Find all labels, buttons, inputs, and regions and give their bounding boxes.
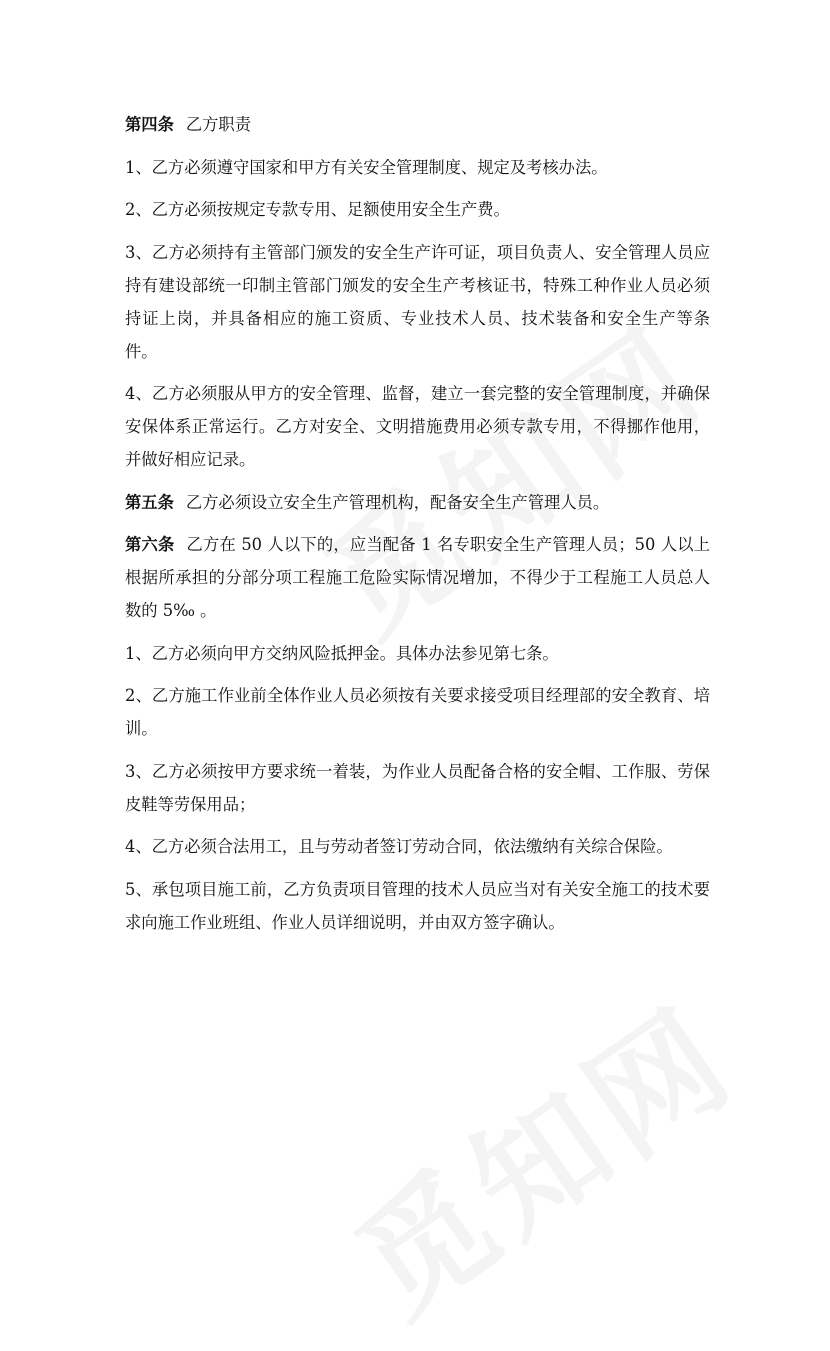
- clause-paragraph: 5、承包项目施工前，乙方负责项目管理的技术人员应当对有关安全施工的技术要求向施工作业班组、作业人员详细说明，并由双方签字确认。: [125, 879, 710, 932]
- clause-paragraph: 2、乙方必须按规定专款专用、足额使用安全生产费。: [125, 200, 510, 219]
- article-4-heading: [125, 108, 710, 141]
- article-text: 乙方必须设立安全生产管理机构，配备安全生产管理人员。: [185, 492, 610, 512]
- article-text: 乙方在 50 人以下的，应当配备 1 名专职安全生产管理人员；50 人以上根据所承担的分部分项工程施工危险实际情况增加，不得少于工程施工人员总人数的 5‰ 。: [125, 535, 710, 620]
- article-title: 乙方职责: [185, 115, 251, 134]
- article-number: 第四条: [125, 115, 174, 134]
- document-body: [125, 108, 710, 948]
- clause-paragraph: 3、乙方必须按甲方要求统一着装，为作业人员配备合格的安全帽、工作服、劳保皮鞋等劳保用品；: [125, 761, 710, 814]
- article-6: [125, 528, 710, 627]
- clause-paragraph: 3、乙方必须持有主管部门颁发的安全生产许可证，项目负责人、安全管理人员应持有建设部统一印制主管部门颁发的安全生产考核证书，特殊工种作业人员必须持证上岗，并具备相应的施工资质、专业技术人员、技术装备和安全生产等条件。: [125, 242, 710, 361]
- article-5: [125, 486, 710, 519]
- clause-paragraph: 1、乙方必须向甲方交纳风险抵押金。具体办法参见第七条。: [125, 643, 559, 663]
- clause-paragraph: 4、乙方必须服从甲方的安全管理、监督，建立一套完整的安全管理制度，并确保安保体系正常运行。乙方对安全、文明措施费用必须专款专用，不得挪作他用，并做好相应记录。: [125, 384, 710, 469]
- clause-paragraph: 2、乙方施工作业前全体作业人员必须按有关要求接受项目经理部的安全教育、培训。: [125, 686, 710, 738]
- article-number: 第五条: [125, 492, 174, 512]
- watermark: [314, 956, 765, 1350]
- article-number: 第六条: [125, 535, 175, 554]
- clause-paragraph: 1、乙方必须遵守国家和甲方有关安全管理制度、规定及考核办法。: [125, 157, 608, 177]
- clause-paragraph: 4、乙方必须合法用工，且与劳动者签订劳动合同，依法缴纳有关综合保险。: [125, 837, 673, 856]
